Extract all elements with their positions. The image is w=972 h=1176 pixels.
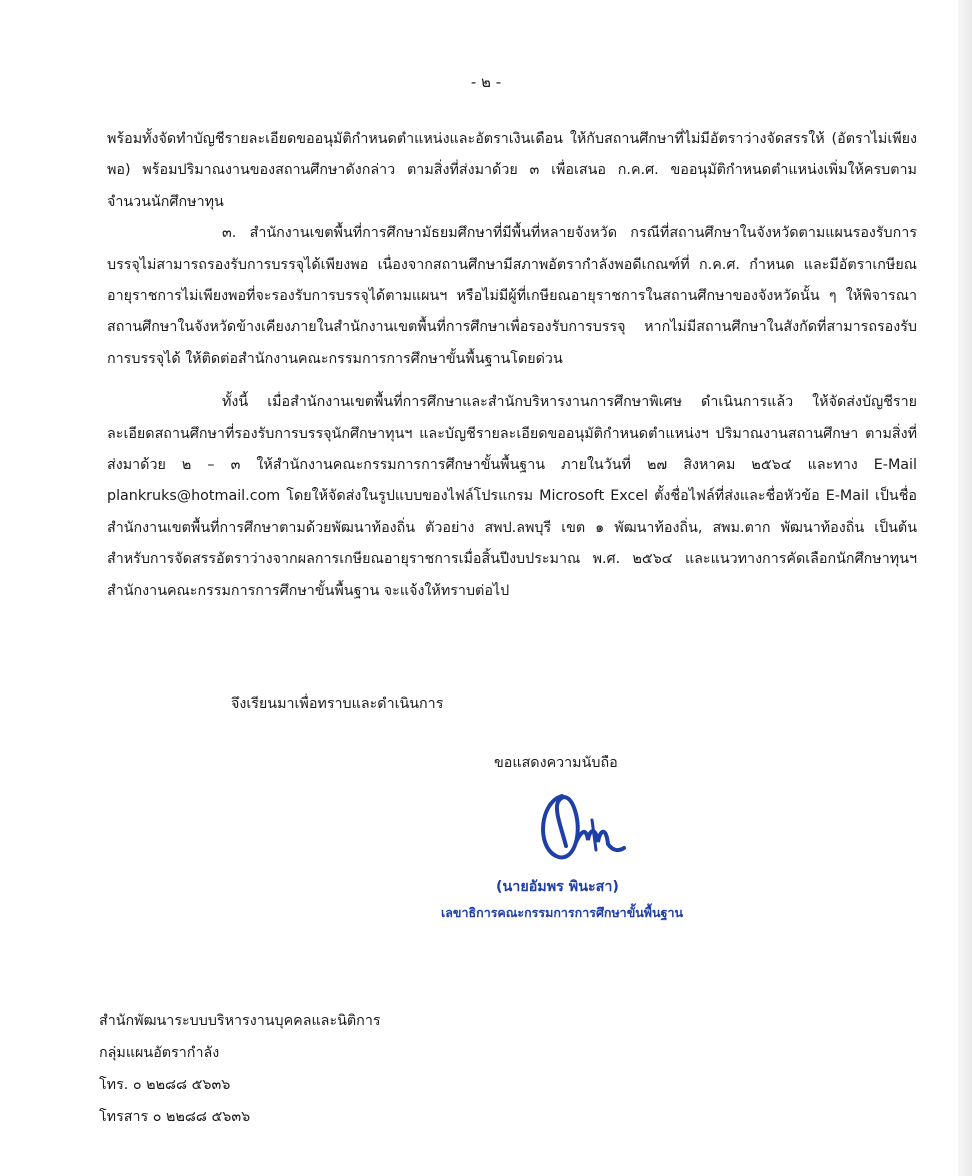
footer-contact	[99, 1005, 381, 1133]
handwritten-signature	[532, 784, 632, 872]
signer-position: เลขาธิการคณะกรรมการการศึกษาขั้นพื้นฐาน	[441, 905, 684, 920]
footer-group: กลุ่มแผนอัตรากำลัง	[99, 1045, 220, 1061]
paragraph-item-3: ๓. สำนักงานเขตพื้นที่การศึกษามัธยมศึกษาที่มีพื้นที่หลายจังหวัด กรณีที่สถานศึกษาในจังหวัดตามแผนรองรับการบรรจุไม่สามารถรองรับการบรรจุได้เพียงพอ เนื่องจากสถานศึกษามีสภาพอัตรากำลังพอดีเกณฑ์ที่ ก.ค.ศ. กำหนด และมีอัตราเกษียณอายุราชการไม่เพียงพอที่จะรองรับการบรรจุได้ตามแผนฯ หรือไม่มีผู้ที่เกษียณอายุราชการในสถานศึกษาของจังหวัดนั้น ๆ ให้พิจารณาสถานศึกษาในจังหวัดข้างเคียงภายในสำนักงานเขตพื้นที่การศึกษาเพื่อรองรับการบรรจุ หากไม่มีสถานศึกษาในสังกัดที่สามารถรองรับการบรรจุได้ ให้ติดต่อสำนักงานคณะกรรมการการศึกษาขั้นพื้นฐานโดยด่วน	[107, 225, 917, 367]
footer-fax: โทรสาร ๐ ๒๒๘๘ ๕๖๓๖	[99, 1109, 251, 1125]
letter-body	[107, 124, 917, 607]
footer-phone: โทร. ๐ ๒๒๘๘ ๕๖๓๖	[99, 1077, 231, 1093]
regards-line: ขอแสดงความนับถือ	[494, 755, 618, 771]
page-edge-shadow	[958, 0, 972, 1176]
paragraph-instructions: ทั้งนี้ เมื่อสำนักงานเขตพื้นที่การศึกษาและสำนักบริหารงานการศึกษาพิเศษ ดำเนินการแล้ว ให้จัดส่งบัญชีรายละเอียดสถานศึกษาที่รองรับการบรรจุนักศึกษาทุนฯ และบัญชีรายละเอียดขออนุมัติกำหนดตำแหน่งฯ ปริมาณงานสถานศึกษา ตามสิ่งที่ส่งมาด้วย ๒ – ๓ ให้สำนักงานคณะกรรมการการศึกษาขั้นพื้นฐาน ภายในวันที่ ๒๗ สิงหาคม ๒๕๖๔ และทาง E-Mail plankruks@hotmail.com โดยให้จัดส่งในรูปแบบของไฟล์โปรแกรม Microsoft Excel ตั้งชื่อไฟล์ที่ส่งและชื่อหัวข้อ E-Mail เป็นชื่อสำนักงานเขตพื้นที่การศึกษาตามด้วยพัฒนาท้องถิ่น ตัวอย่าง สพป.ลพบุรี เขต ๑ พัฒนาท้องถิ่น, สพม.ตาก พัฒนาท้องถิ่น เป็นต้น สำหรับการจัดสรรอัตราว่างจากผลการเกษียณอายุราชการเมื่อสิ้นปีงบประมาณ พ.ศ. ๒๕๖๔ และแนวทางการคัดเลือกนักศึกษาทุนฯ สำนักงานคณะกรรมการการศึกษาขั้นพื้นฐาน จะแจ้งให้ทราบต่อไป	[107, 394, 917, 599]
closing-line: จึงเรียนมาเพื่อทราบและดำเนินการ	[231, 696, 444, 712]
footer-office: สำนักพัฒนาระบบบริหารงานบุคคลและนิติการ	[99, 1013, 381, 1029]
page-number: - ๒ -	[470, 73, 502, 91]
paragraph-continuation: พร้อมทั้งจัดทำบัญชีรายละเอียดขออนุมัติกำหนดตำแหน่งและอัตราเงินเดือน ให้กับสถานศึกษาที่ไม่มีอัตราว่างจัดสรรให้ (อัตราไม่เพียงพอ) พร้อมปริมาณงานของสถานศึกษาดังกล่าว ตามสิ่งที่ส่งมาด้วย ๓ เพื่อเสนอ ก.ค.ศ. ขออนุมัติกำหนดตำแหน่งเพิ่มให้ครบตามจำนวนนักศึกษาทุน	[107, 131, 917, 210]
signer-name: (นายอัมพร พินะสา)	[496, 879, 619, 895]
